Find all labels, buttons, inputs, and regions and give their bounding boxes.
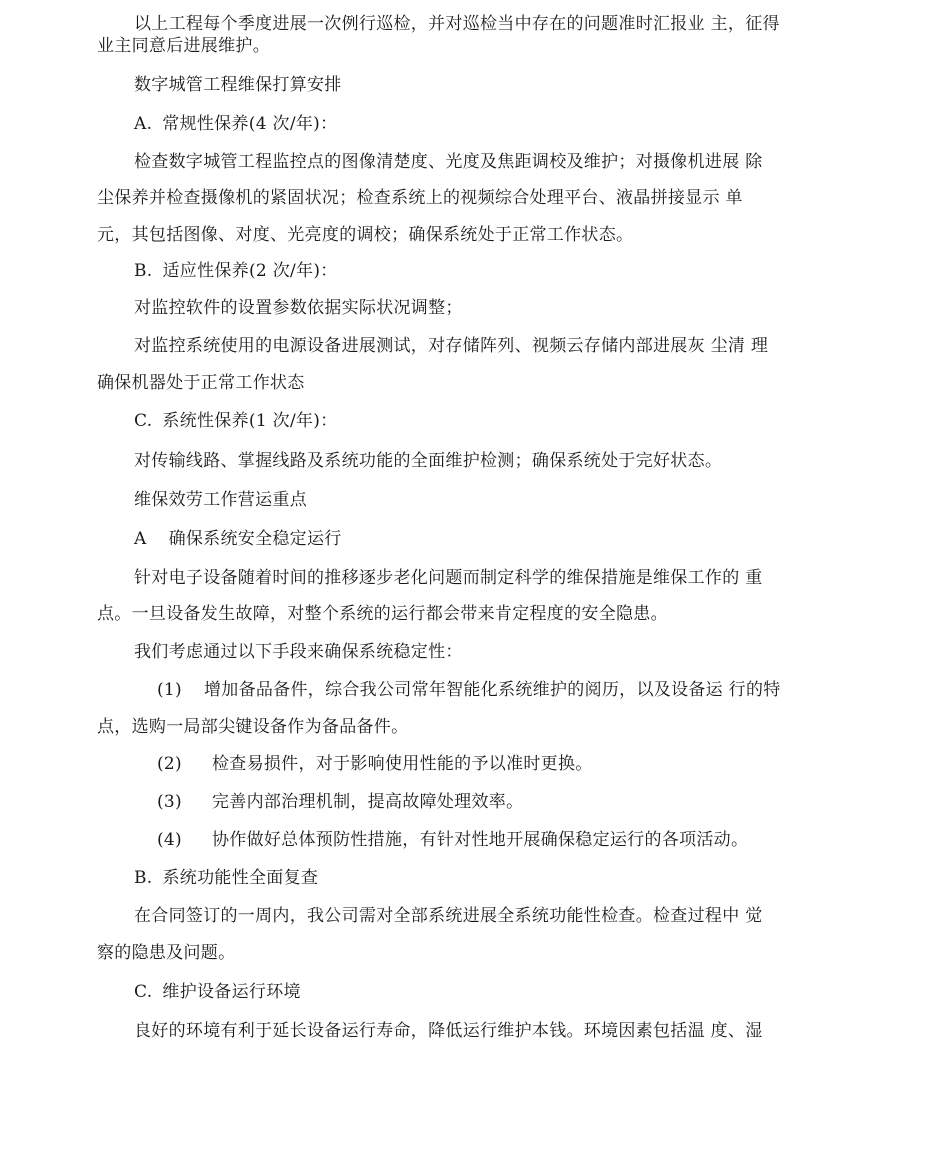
heading-label: B. (134, 868, 153, 888)
paragraph-line: 点。一旦设备发生故障，对整个系统的运行都会带来肯定程度的安全隐患。 (97, 604, 668, 624)
heading-label: A (134, 529, 147, 549)
measure-number: (1) (157, 680, 182, 700)
measure-item-3 (157, 791, 523, 813)
subheading-c-systematic (134, 410, 338, 432)
paragraph-line: 我们考虑通过以下手段来确保系统稳定性： (134, 642, 463, 662)
measure-item-2 (157, 753, 593, 775)
paragraph-line: 察的隐患及问题。 (97, 943, 236, 963)
subheading-a-stability (134, 528, 342, 550)
paragraph-line: 良好的环境有利于延长设备运行寿命，降低运行维护本钱。环境因素包括温 度、湿 (134, 1021, 763, 1041)
paragraph-line: 确保机器处于正常工作状态 (97, 373, 305, 393)
heading-text: 系统功能性全面复查 (162, 868, 319, 888)
subheading-b-review (134, 867, 318, 889)
heading-label: C. (134, 411, 153, 431)
paragraph-line: 点，选购一局部尖键设备作为备品备件。 (97, 717, 409, 737)
paragraph-line: 对监控系统使用的电源设备进展测试，对存储阵列、视频云存储内部进展灰 尘清 理 (134, 336, 769, 356)
subheading-b-adaptive (134, 260, 338, 282)
paragraph-line: 元，其包括图像、对度、光亮度的调校；确保系统处于正常工作状态。 (97, 225, 634, 245)
measure-item-1 (157, 679, 781, 701)
measure-text: 协作做好总体预防性措施，有针对性地开展确保稳定运行的各项活动。 (211, 830, 749, 850)
paragraph-line: 尘保养并检查摄像机的紧固状况；检查系统上的视频综合处理平台、液晶拼接显示 单 (97, 188, 743, 208)
paragraph-line: 对监控软件的设置参数依据实际状况调整； (134, 298, 463, 318)
heading-text: 适应性保养(2 次/年)： (162, 261, 338, 281)
heading-label: B. (134, 261, 153, 281)
heading-text: 确保系统安全稳定运行 (168, 529, 342, 549)
measure-text: 增加备品备件，综合我公司常年智能化系统维护的阅历，以及设备运 行的特 (203, 680, 781, 700)
measure-number: (2) (157, 754, 182, 774)
section-heading: 维保效劳工作营运重点 (134, 490, 307, 510)
heading-label: C. (134, 982, 153, 1002)
heading-label: A. (134, 114, 153, 134)
paragraph-line: 针对电子设备随着时间的推移逐步老化问题而制定科学的维保措施是维保工作的 重 (134, 568, 763, 588)
measure-number: (3) (157, 792, 182, 812)
heading-text: 系统性保养(1 次/年)： (162, 411, 338, 431)
measure-text: 检查易损件，对于影响使用性能的予以准时更换。 (211, 754, 593, 774)
paragraph-line: 业主同意后进展维护。 (97, 36, 270, 56)
heading-text: 维护设备运行环境 (162, 982, 301, 1002)
measure-number: (4) (157, 830, 182, 850)
measure-item-4 (157, 829, 748, 851)
measure-text: 完善内部治理机制，提高故障处理效率。 (211, 792, 524, 812)
subheading-a-routine (134, 113, 337, 135)
paragraph-line: 在合同签订的一周内，我公司需对全部系统进展全系统功能性检查。检查过程中 觉 (134, 906, 763, 926)
heading-text: 常规性保养(4 次/年)： (162, 114, 338, 134)
paragraph-line: 以上工程每个季度进展一次例行巡检，并对巡检当中存在的问题准时汇报业 主，征得 (134, 14, 780, 34)
paragraph-line: 检查数字城管工程监控点的图像清楚度、光度及焦距调校及维护；对摄像机进展 除 (134, 152, 763, 172)
subheading-c-environment (134, 981, 301, 1003)
section-heading: 数字城管工程维保打算安排 (134, 75, 342, 95)
paragraph-line: 对传输线路、掌握线路及系统功能的全面维护检测；确保系统处于完好状态。 (134, 451, 723, 471)
